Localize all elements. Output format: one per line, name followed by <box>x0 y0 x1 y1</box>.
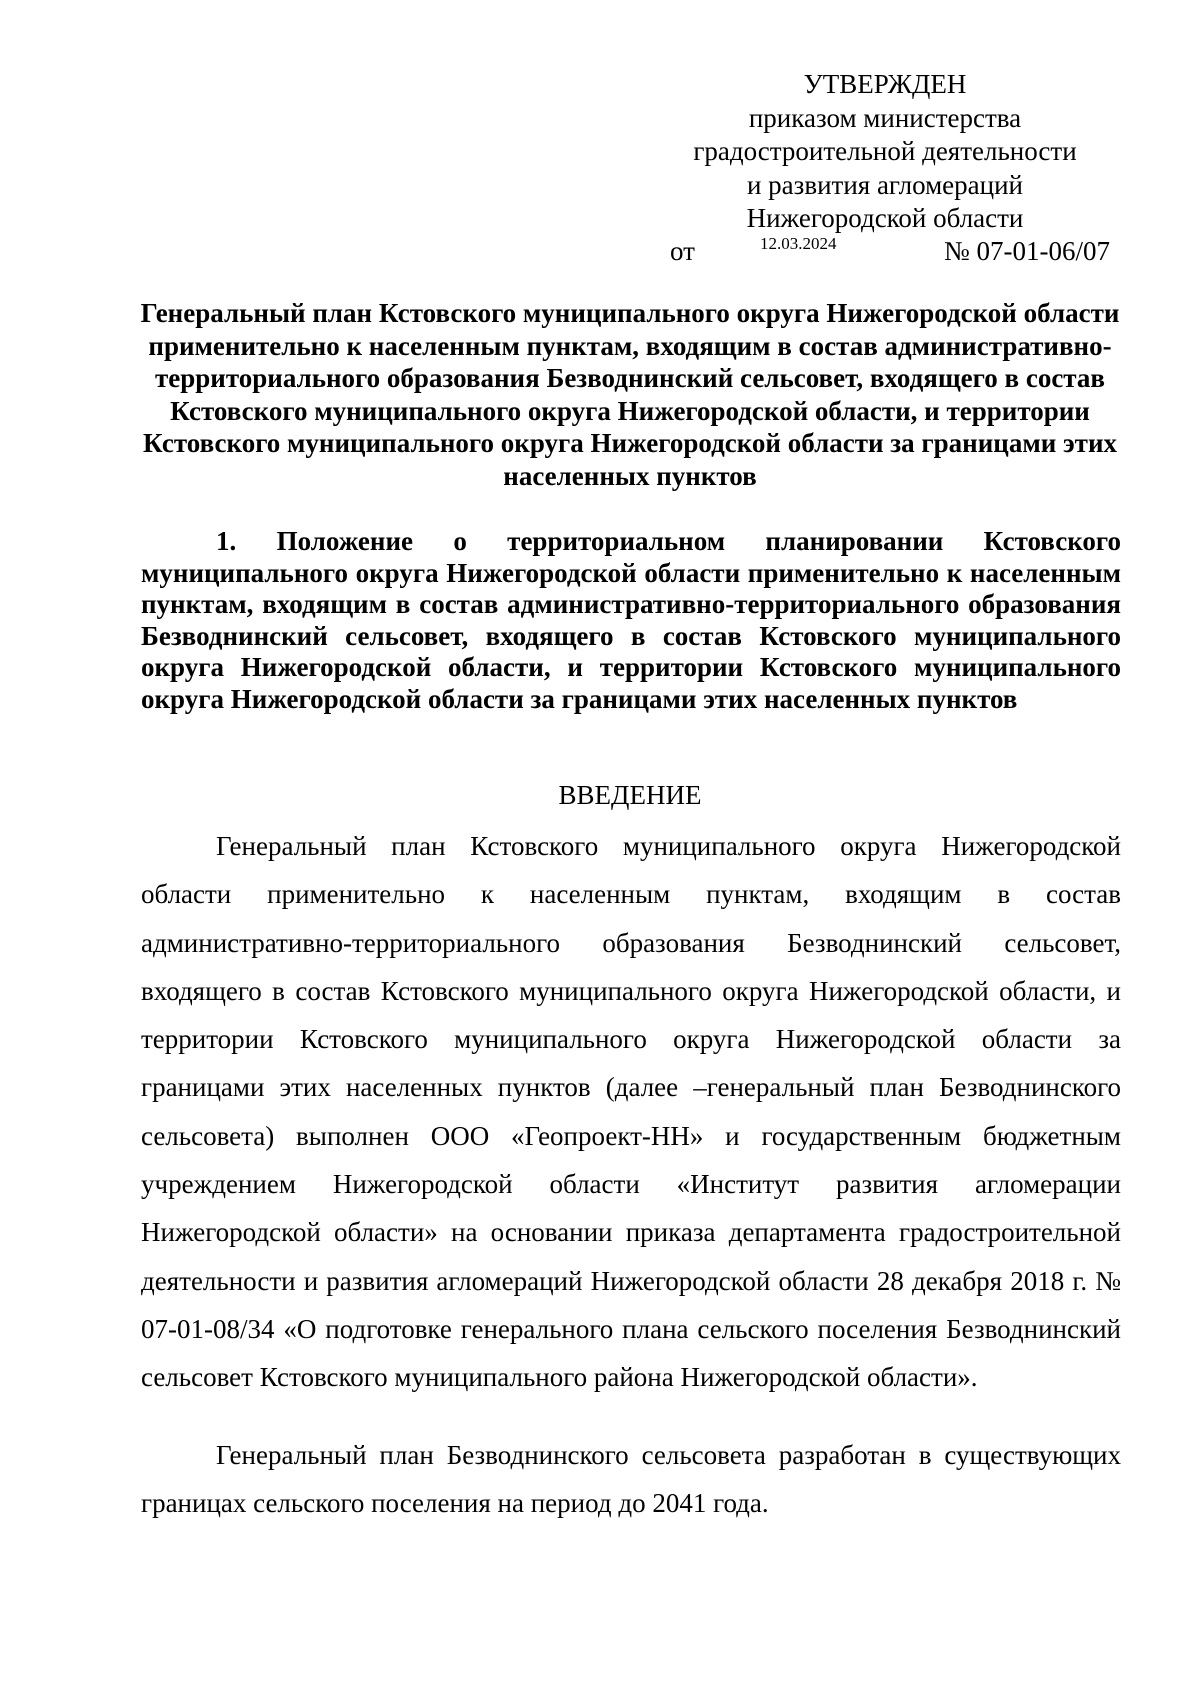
body-paragraph: Генеральный план Безводнинского сельсовета разработан в существующих границах сельского поселения на период до 2041 года. <box>141 1440 1121 1519</box>
approval-line: приказом министерства <box>748 102 1022 133</box>
approval-line: и развития агломераций <box>746 169 1023 200</box>
order-date: 12.03.2024 <box>760 234 837 253</box>
document-title: Генеральный план Кстовского муниципального округа Нижегородской области применительно к населенным пунктам, входящим в состав административно-территориального образования Безводнинский сельсовет, входящего в состав Кстовского муниципального округа Нижегородской области, и территории Кстовского муниципального округа Нижегородской области за границами этих населенных пунктов <box>140 298 1120 491</box>
body-paragraph: Генеральный план Кстовского муниципального округа Нижегородской области применительно к населенным пунктам, входящим в состав административно-территориального образования Безводнинский сельсовет, входящего в состав Кстовского муниципального округа Нижегородской области, и территории Кстовского муниципального округа Нижегородской области за границами этих населенных пунктов (далее –генеральный план Безводнинского сельсовета) выполнен ООО «Геопроект-НН» и государственным бюджетным учреждением Нижегородской области «Институт развития агломерации Нижегородской области» на основании приказа департамента градостроительной деятельности и развития агломераций Нижегородской области 28 декабря 2018 г. № 07-01-08/34 «О подготовке генерального плана сельского поселения Безводнинский сельсовет Кстовского муниципального района Нижегородской области». <box>141 831 1121 1393</box>
approval-line: Нижегородской области <box>746 203 1024 233</box>
order-number: № 07-01-06/07 <box>944 236 1110 266</box>
approval-line: градостроительной деятельности <box>693 136 1077 166</box>
intro-heading: ВВЕДЕНИЕ <box>558 780 702 810</box>
order-details <box>670 236 1110 270</box>
section-heading: 1. Положение о территориальном планировании Кстовского муниципального округа Нижегородской области применительно к населенным пунктам, входящим в состав административно-территориального образования Безводнинский сельсовет, входящего в состав Кстовского муниципального округа Нижегородской области, и территории Кстовского муниципального округа Нижегородской области за границами этих населенных пунктов <box>141 526 1121 714</box>
approval-block <box>650 68 1120 236</box>
approval-title: УТВЕРЖДЕН <box>803 69 967 99</box>
order-from-label: от <box>670 236 695 266</box>
